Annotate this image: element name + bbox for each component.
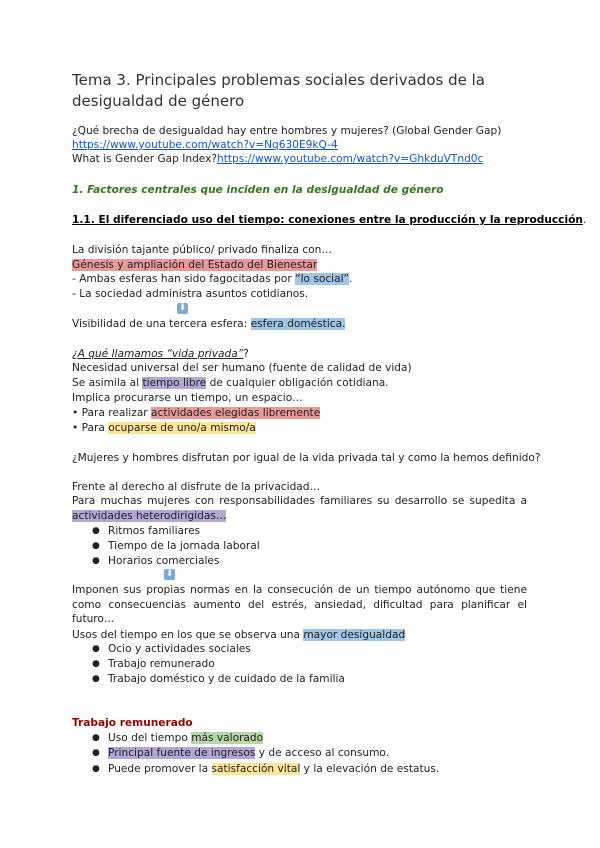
block2-line5: [72, 421, 256, 435]
list-item: Horarios comerciales: [108, 555, 220, 567]
bullet-icon: ●: [92, 748, 100, 758]
list-item-text: Puede promover la: [108, 763, 212, 775]
vida-privada-question: ¿A qué llamamos “vida privada”: [72, 348, 244, 360]
block1-line3-text: - Ambas esferas han sido fagocitadas por: [72, 273, 296, 285]
bullet-icon: ●: [92, 659, 100, 669]
block4-conclusion: Imponen sus propias normas en la consecución de un tiempo autónomo que tiene como consecuencias aumento del estrés, ansiedad, dificultad para planificar el futuro…: [72, 584, 527, 625]
block2-line1: Necesidad universal del ser humano (fuente de calidad de vida): [72, 362, 412, 374]
bullet-icon: ●: [92, 556, 100, 566]
highlight-fuente-ingresos: Principal fuente de ingresos: [108, 747, 256, 759]
highlight-mas-valorado: más valorado: [191, 732, 264, 744]
bullet-icon: ●: [92, 541, 100, 551]
section-1-heading: 1. Factores centrales que inciden en la desigualdad de género: [72, 184, 444, 196]
trabajo-remunerado-heading: Trabajo remunerado: [72, 717, 193, 729]
list-item-text-end: y la elevación de estatus.: [300, 763, 440, 775]
block1-line2: [72, 258, 317, 272]
block2-question: [72, 347, 249, 361]
block5-line-text: Usos del tiempo en los que se observa una: [72, 629, 304, 641]
highlight-tiempo-libre: tiempo libre: [142, 377, 207, 389]
highlight-ocuparse: ocuparse de uno/a mismo/a: [108, 422, 256, 434]
block4-paragraph: [72, 494, 527, 523]
block4-line1: Frente al derecho al disfrute de la privacidad…: [72, 481, 321, 493]
block2-line5-text: • Para: [72, 422, 109, 434]
block5-line: [72, 628, 405, 642]
highlight-esfera-domestica: esfera doméstica.: [250, 318, 346, 330]
highlight-satisfaccion-vital: satisfacción vital: [211, 763, 301, 775]
block1-line5: [72, 317, 345, 331]
list-item: Ritmos familiares: [108, 525, 201, 537]
block2-line4: [72, 406, 320, 420]
bullet-icon: ●: [92, 526, 100, 536]
list-item-text: Uso del tiempo: [108, 732, 192, 744]
section-1-1-heading-line: [72, 213, 586, 227]
block1-line4: - La sociedad administra asuntos cotidianos.: [72, 288, 309, 300]
page-title: Tema 3. Principales problemas sociales derivados de la desigualdad de género: [72, 71, 485, 110]
list-item: Tiempo de la jornada laboral: [108, 540, 260, 552]
highlight-lo-social: “lo social”: [295, 273, 350, 285]
highlight-estado-bienestar: Génesis y ampliación del Estado del Bienestar: [72, 259, 318, 271]
block1-line3: [72, 272, 352, 286]
list-item: Ocio y actividades sociales: [108, 643, 251, 655]
bullet-icon: ●: [92, 674, 100, 684]
section-1-1-period: .: [582, 214, 587, 226]
block1-line1: La división tajante público/ privado finaliza con…: [72, 244, 332, 256]
block2-line2-end: de cualquier obligación cotidiana.: [206, 377, 389, 389]
youtube-link-1[interactable]: https://www.youtube.com/watch?v=Nq630E9kQ-4: [72, 139, 338, 151]
intro-link-line: [72, 138, 338, 152]
block2-line2: [72, 376, 389, 390]
block2-line4-text: • Para realizar: [72, 407, 152, 419]
block2-line3: Implica procurarse un tiempo, un espacio…: [72, 392, 303, 404]
bullet-icon: ●: [92, 764, 100, 774]
section-1-1-heading: 1.1. El diferenciado uso del tiempo: conexiones entre la producción y la reproducción: [72, 214, 583, 226]
list-item-text: y de acceso al consumo.: [255, 747, 390, 759]
block1-line5-text: Visibilidad de una tercera esfera:: [72, 318, 251, 330]
intro-question: ¿Qué brecha de desigualdad hay entre hombres y mujeres? (Global Gender Gap): [72, 125, 502, 137]
list-item: [108, 762, 439, 776]
list-item: [108, 746, 389, 760]
block1-line3-end: .: [349, 273, 353, 285]
list-item: [108, 731, 263, 745]
list-item: Trabajo doméstico y de cuidado de la familia: [108, 673, 345, 685]
arrow-down-icon: ⬇: [165, 569, 174, 579]
bullet-icon: ●: [92, 644, 100, 654]
gender-gap-line: [72, 152, 483, 166]
block4-paragraph-text: Para muchas mujeres con responsabilidades familiares su desarrollo se supedita a: [72, 495, 527, 507]
highlight-mayor-desigualdad: mayor desigualdad: [303, 629, 406, 641]
arrow-down-icon: ⬇: [178, 303, 187, 313]
block3-question: ¿Mujeres y hombres disfrutan por igual de la vida privada tal y como la hemos definido?: [72, 452, 541, 464]
bullet-icon: ●: [92, 733, 100, 743]
vida-privada-question-mark: ?: [243, 348, 249, 360]
youtube-link-2[interactable]: https://www.youtube.com/watch?v=GhkduVTnd0c: [217, 153, 484, 165]
gender-gap-label: What is Gender Gap Index?: [72, 153, 218, 165]
highlight-actividades-heterodirigidas: actividades heterodirigidas…: [72, 509, 227, 522]
highlight-actividades-elegidas: actividades elegidas libremente: [151, 407, 321, 419]
block2-line2-text: Se asimila al: [72, 377, 143, 389]
list-item: Trabajo remunerado: [108, 658, 215, 670]
